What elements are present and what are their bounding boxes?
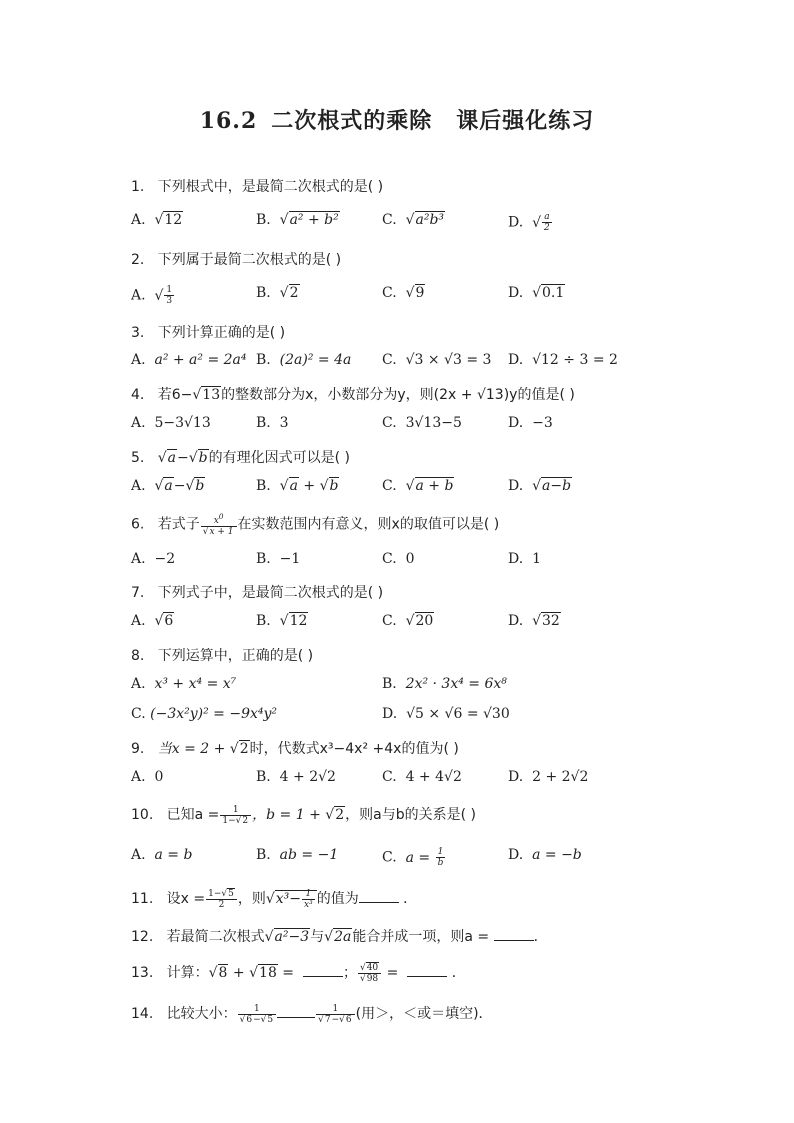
option-a[interactable]: A. a = b: [131, 847, 193, 863]
question-9: 9. 当x = 2 + √2时，代数式x³−4x² +4x的值为( ): [131, 741, 459, 757]
option-a[interactable]: A. √ $\frac{1}{3}$: [131, 285, 173, 306]
option-c[interactable]: C. 0: [382, 551, 415, 567]
question-5-options: [131, 478, 651, 502]
option-d[interactable]: D. √12 ÷ 3 = 2: [508, 352, 618, 368]
option-a[interactable]: A. 5−3√13: [131, 415, 211, 431]
question-2-options: [131, 285, 651, 309]
question-10-options: [131, 847, 651, 871]
question-14: 14. 比较大小： $\frac{1}{√6-√5}$ $\frac{1}{√7-√6}$ (用＞，＜或＝填空)．: [131, 1003, 493, 1025]
option-d[interactable]: D. √a−b: [508, 478, 572, 494]
option-b[interactable]: B. (2a)² = 4a: [256, 352, 352, 368]
option-d[interactable]: D. 1: [508, 551, 542, 567]
question-1: 1. 下列根式中，是最简二次根式的是( ): [131, 179, 384, 195]
answer-blank[interactable]: [277, 1005, 315, 1018]
option-c[interactable]: C. √3 × √3 = 3: [382, 352, 492, 368]
answer-blank[interactable]: [359, 890, 399, 903]
option-b[interactable]: B. √12: [256, 613, 308, 629]
option-a[interactable]: A. x³ + x⁴ = x⁷: [131, 676, 237, 692]
option-b[interactable]: B. √a² + b²: [256, 212, 339, 228]
question-10: 10. 已知a = $\frac{1}{1-√2}$ ，b = 1 + √2，则a与b的关系是( ): [131, 804, 476, 826]
question-3-options: [131, 352, 651, 376]
option-d[interactable]: D. √5 × √6 = √30: [382, 706, 510, 722]
option-d[interactable]: D. a = −b: [508, 847, 582, 863]
option-d[interactable]: D. −3: [508, 415, 553, 431]
question-1-options: [131, 212, 651, 236]
option-c[interactable]: C. √9: [382, 285, 425, 301]
question-8-options-row2: [131, 706, 651, 730]
title-number: 16.2: [199, 108, 258, 134]
option-a[interactable]: A. −2: [131, 551, 176, 567]
question-11: 11. 设x = $\frac{1-√5}{2}$ ，则√x³− $\frac{1}{\text{x³}}$ 的值为 ．: [131, 888, 418, 910]
option-c[interactable]: C. (−3x²y)² = −9x⁴y²: [131, 706, 278, 722]
question-6-options: [131, 551, 651, 575]
question-8: 8. 下列运算中，正确的是( ): [131, 648, 314, 664]
option-a[interactable]: A. a² + a² = 2a⁴: [131, 352, 247, 368]
question-5: 5. √a−√b的有理化因式可以是( ): [131, 450, 350, 466]
question-4-options: [131, 415, 651, 439]
option-d[interactable]: D. √0.1: [508, 285, 565, 301]
option-b[interactable]: B. 3: [256, 415, 289, 431]
option-a[interactable]: A. √12: [131, 212, 183, 228]
question-8-options-row1: [131, 676, 651, 700]
option-d[interactable]: D. 2 + 2√2: [508, 769, 589, 785]
option-c[interactable]: C. 4 + 4√2: [382, 769, 462, 785]
question-7: 7. 下列式子中，是最简二次根式的是( ): [131, 585, 384, 601]
option-b[interactable]: B. −1: [256, 551, 301, 567]
option-b[interactable]: B. ab = −1: [256, 847, 339, 863]
option-b[interactable]: B. √a + √b: [256, 478, 339, 494]
option-d[interactable]: D. √ $\frac{a}{2}$: [508, 212, 550, 233]
question-3: 3. 下列计算正确的是( ): [131, 325, 286, 341]
question-4: 4. 若6−√13的整数部分为x，小数部分为y，则(2x + √13)y的值是( ): [131, 387, 575, 403]
title-suffix: 课后强化练习: [456, 109, 595, 134]
option-c[interactable]: C. √a + b: [382, 478, 454, 494]
option-c[interactable]: C. √a²b³: [382, 212, 445, 228]
question-9-options: [131, 769, 651, 793]
option-a[interactable]: A. 0: [131, 769, 164, 785]
question-6: 6. 若式子 $\frac{x^0}{√x + 1}$ 在实数范围内有意义，则x的取值可以是( ): [131, 512, 500, 537]
option-c[interactable]: C. √20: [382, 613, 434, 629]
question-12: 12. 若最简二次根式√a²−3与√2a能合并成一项，则a = ．: [131, 929, 548, 945]
option-b[interactable]: B. 4 + 2√2: [256, 769, 336, 785]
answer-blank[interactable]: [494, 928, 534, 941]
question-7-options: [131, 613, 651, 637]
answer-blank-2[interactable]: [407, 964, 447, 977]
option-b[interactable]: B. 2x² · 3x⁴ = 6x⁸: [382, 676, 507, 692]
answer-blank-1[interactable]: [303, 964, 343, 977]
title-text: 二次根式的乘除: [271, 109, 433, 134]
option-c[interactable]: C. 3√13−5: [382, 415, 462, 431]
question-13: 13. 计算：√8 + √18 = ； $\frac{√40}{√98}$ = ．: [131, 962, 466, 984]
option-b[interactable]: B. √2: [256, 285, 299, 301]
option-c[interactable]: C. a = $\frac{1}{b}$: [382, 847, 444, 868]
option-a[interactable]: A. √a−√b: [131, 478, 205, 494]
option-d[interactable]: D. √32: [508, 613, 560, 629]
page-title: [0, 104, 794, 135]
option-a[interactable]: A. √6: [131, 613, 174, 629]
question-2: 2. 下列属于最简二次根式的是( ): [131, 252, 342, 268]
